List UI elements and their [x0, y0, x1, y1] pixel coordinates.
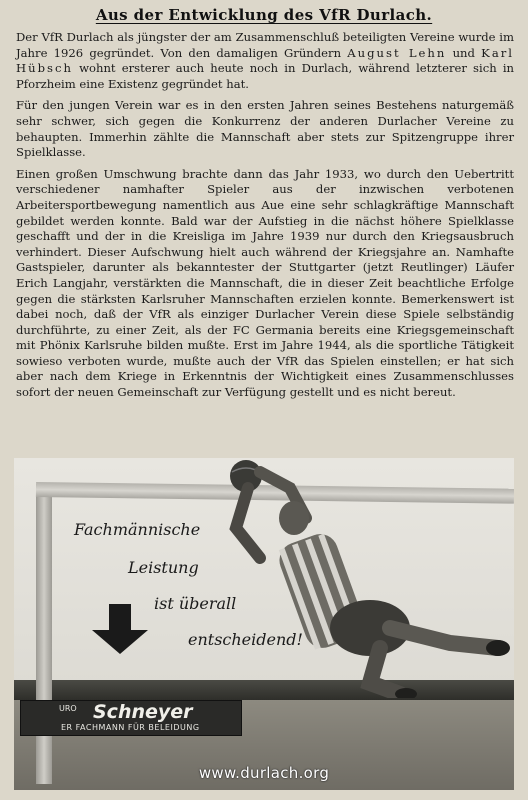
article-paragraph-1: [16, 30, 514, 92]
ad-slogan-line-3: ist überall: [154, 594, 237, 613]
ad-slogan-line-4: entscheidend!: [188, 630, 303, 649]
founder-name-1: August Lehn: [347, 45, 447, 60]
founder-name-2: Karl Hübsch: [16, 45, 514, 76]
article-paragraph-3: Einen großen Umschwung brachte dann das Jahr 1933, wo durch den Uebertritt verschiedener namhafter Spieler aus der inzwischen verbotenen Arbeitersportbewegung namentlich aus Aue eine sehr schlagkräftige Mannschaft gebildet werden konnte. Bald war der Aufstieg in die nächst höhere Spielklasse geschafft und der in die Kreisliga im Jahre 1939 nur durch den Kriegsausbruch verhindert. Dieser Aufschwung hielt auch während der Kriegsjahre an. Namhafte Gastspieler, darunter als bekanntester der Stuttgarter (jetzt Reutlinger) Läufer Erich Langjahr, verstärkten die Mannschaft, die in dieser Zeit beachtliche Erfolge gegen die stärksten Karlsruher Mannschaften erzielen konnte. Bemerkenswert ist dabei noch, daß der VfR als einziger Durlacher Verein diese Spiele selbständig durchführte, zu einer Zeit, als der FC Germania bereits eine Kriegsgemeinschaft mit Phönix Karlsruhe bilden mußte. Erst im Jahre 1944, als die sportliche Tätigkeit sowieso verboten wurde, mußte auch der VfR das Spielen einstellen; er hat sich aber nach dem Kriege in Erkenntnis der Wichtigkeit eines Zusammenschlusses sofort der neuen Gemeinschaft zur Verfügung gestellt und es nicht bereut.: [16, 166, 514, 400]
article-paragraph-2: Für den jungen Verein war es in den ersten Jahren seines Bestehens naturgemäß sehr schwer, sich gegen die Konkurrenz der anderen Durlacher Vereine zu behaupten. Immerhin zählte die Mannschaft aber stets zur Spitzengruppe ihrer Spielklasse.: [16, 98, 514, 160]
paragraph-1-and: und: [452, 45, 475, 60]
ad-banner-sign: [20, 700, 242, 736]
advertisement: [14, 458, 514, 790]
goalkeeper-illustration: [220, 458, 510, 698]
sign-subline: ER FACHMANN FÜR BELEIDUNG: [61, 723, 200, 732]
goal-post: [36, 484, 52, 784]
watermark: www.durlach.org: [198, 764, 330, 782]
sign-fragment: URO: [59, 704, 77, 713]
article-body: [16, 30, 514, 407]
paragraph-1-end: wohnt ersterer auch heute noch in Durlach, während letzterer sich in Pforzheim eine Existenz gegründet hat.: [16, 61, 515, 91]
down-arrow-icon: [92, 604, 148, 656]
sign-brand: Schneyer: [93, 701, 193, 723]
page-title: Aus der Entwicklung des VfR Durlach.: [95, 6, 433, 24]
ad-slogan-line-2: Leistung: [128, 558, 199, 577]
ad-slogan-line-1: Fachmännische: [74, 520, 201, 539]
paragraph-1-text: Der VfR Durlach als jüngster der am Zusammenschluß beteiligten Vereine wurde im Jahre 1926 gegründet. Von den damaligen Gründern: [16, 30, 514, 60]
